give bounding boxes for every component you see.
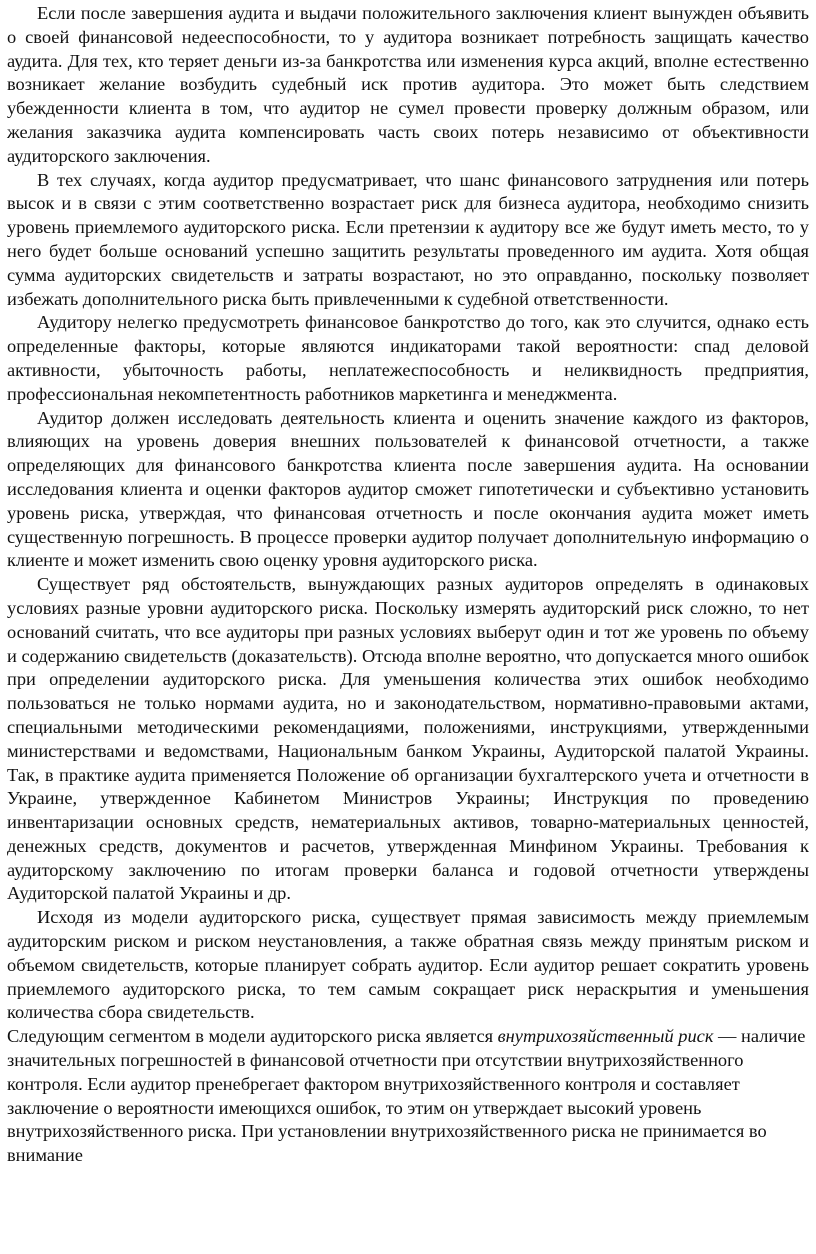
paragraph-acceptable-risk: В тех случаях, когда аудитор предусматривает, что шанс финансового затруднения или потерь высок и в связи с этим соответственно возрастает риск для бизнеса аудитора, необходимо снизить уровень приемлемого аудиторского риска. Если претензии к аудитору все же будут иметь место, то у него будет больше оснований успешно защитить результаты проведенного им аудита. Хотя общая сумма аудиторских свидетельств и затраты возрастают, но это оправданно, поскольку позволяет избежать дополнительного риска быть привлеченными к судебной ответственности. (7, 169, 809, 309)
paragraph-risk-model: Исходя из модели аудиторского риска, существует прямая зависимость между приемлемым аудиторским риском и риском неустановления, а также обратная связь между принятым риском и объемом свидетельств, которые планирует собрать аудитор. Если аудитор решает сократить уровень приемлемого аудиторского риска, то тем самым сокращает риск нераскрытия и уменьшения количества сбора свидетельств. (7, 907, 809, 1023)
paragraph-bankruptcy-indicators: Аудитору нелегко предусмотреть финансовое банкротство до того, как это случится, однако есть определенные факторы, которые являются индикаторами такой вероятности: спад деловой активности, убыточность работы, неплатежеспособность и неликвидность предприятия, профессиональная некомпетентность работников маркетинга и менеджмента. (7, 312, 809, 404)
paragraph-inherent-risk (7, 1025, 809, 1168)
inherent-risk-text-after: — наличие значительных погрешностей в финансовой отчетности при отсутствии внутрихозяйственного контроля. Если аудитор пренебрегает фактором внутрихозяйственного контроля и составляет заключение о вероятности имеющихся ошибок, то этим он утверждает высокий уровень внутрихозяйственного риска. При установлении внутрихозяйственного риска не принимается во внимание (7, 1026, 806, 1166)
inherent-risk-text-before: Следующим сегментом в модели аудиторского риска является (7, 1026, 498, 1047)
paragraph-client-research: Аудитор должен исследовать деятельность клиента и оценить значение каждого из факторов, влияющих на уровень доверия внешних пользователей к финансовой отчетности, а также определяющих для финансового банкротства клиента после завершения аудита. На основании исследования клиента и оценки факторов аудитор сможет гипотетически и субъективно установить уровень риска, утверждая, что финансовая отчетность и после окончания аудита может иметь существенную погрешность. В процессе проверки аудитор получает дополнительную информацию о клиенте и может изменить свою оценку уровня аудиторского риска. (7, 407, 809, 571)
inherent-risk-term: внутрихозяйственный риск (497, 1026, 714, 1047)
paragraph-risk-levels: Существует ряд обстоятельств, вынуждающих разных аудиторов определять в одинаковых условиях разные уровни аудиторского риска. Поскольку измерять аудиторский риск сложно, то нет оснований считать, что все аудиторы при разных условиях выберут один и тот же уровень по объему и содержанию свидетельств (доказательств). Отсюда вполне вероятно, что допускается много ошибок при определении аудиторского риска. Для уменьшения количества этих ошибок необходимо пользоваться не только нормами аудита, но и законодательством, нормативно-правовыми актами, специальными методическими рекомендациями, положениями, инструкциями, утвержденными министерствами и ведомствами, Национальным банком Украины, Аудиторской палатой Украины. Так, в практике аудита применяется Положение об организации бухгалтерского учета и отчетности в Украине, утвержденное Кабинетом Министров Украины; Инструкция по проведению инвентаризации основных средств, нематериальных активов, товарно-материальных ценностей, денежных средств, документов и расчетов, утвержденная Минфином Украины. Требования к аудиторскому заключению по итогам проверки баланса и годовой отчетности утверждены Аудиторской палатой Украины и др. (7, 574, 809, 904)
paragraph-audit-conclusion: Если после завершения аудита и выдачи положительного заключения клиент вынужден объявить о своей финансовой недееспособности, то у аудитора возникает потребность защищать качество аудита. Для тех, кто теряет деньги из-за банкротства или изменения курса акций, вполне естественно возникает желание возбудить судебный иск против аудитора. Это может быть следствием убежденности клиента в том, что аудитор не сумел провести проверку должным образом, или желания заказчика аудита компенсировать часть своих потерь независимо от объективности аудиторского заключения. (7, 3, 809, 166)
